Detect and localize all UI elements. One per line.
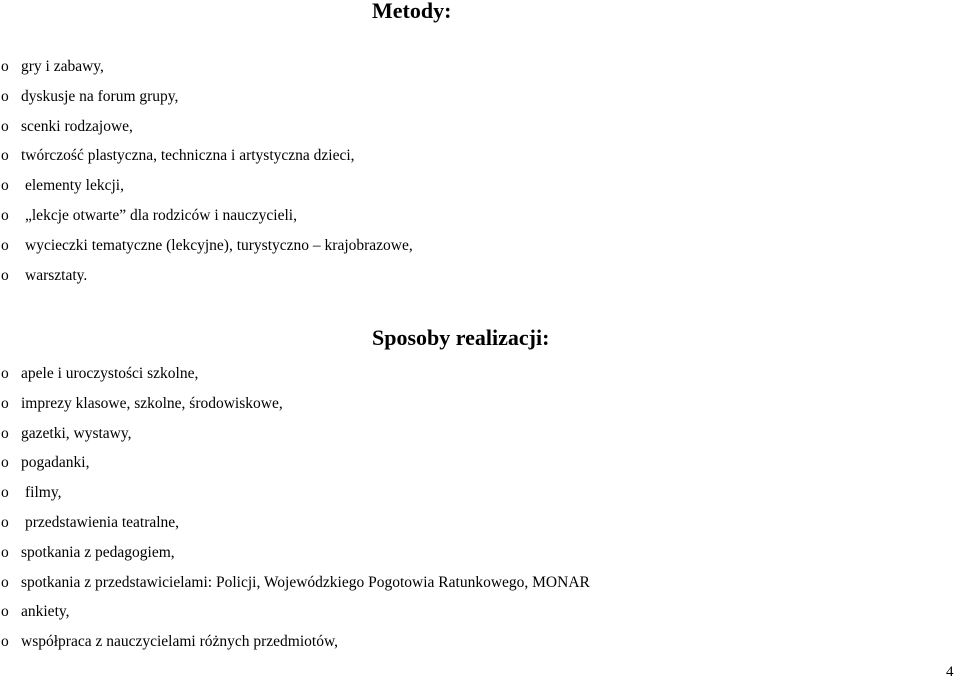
list-item-text: scenki rodzajowe,	[21, 117, 133, 135]
bullet-icon: o	[1, 117, 9, 135]
list-item-text: apele i uroczystości szkolne,	[21, 365, 199, 382]
section-heading-sposoby: Sposoby realizacji:	[372, 325, 550, 350]
list-item-text: warsztaty.	[25, 266, 88, 284]
list-item-text: przedstawienia teatralne,	[25, 513, 180, 531]
list-item-text: spotkania z pedagogiem,	[21, 543, 175, 561]
list-item-text: dyskusje na forum grupy,	[21, 87, 179, 105]
bullet-icon: o	[1, 424, 9, 442]
bullet-icon: o	[1, 573, 9, 591]
list-item-text: pogadanki,	[21, 454, 90, 472]
bullet-icon: o	[1, 177, 9, 195]
bullet-icon: o	[1, 206, 9, 224]
bullet-icon: o	[1, 58, 9, 75]
section-heading-metody: Metody:	[372, 0, 452, 23]
list-item-text: gry i zabawy,	[21, 58, 104, 75]
page-number: 4	[946, 664, 954, 680]
bullet-icon: o	[1, 236, 9, 254]
bullet-icon: o	[1, 266, 9, 284]
bullet-icon: o	[1, 603, 9, 621]
list-item-text: wycieczki tematyczne (lekcyjne), turystyczno – krajobrazowe,	[25, 236, 413, 254]
list-item-text: imprezy klasowe, szkolne, środowiskowe,	[21, 394, 283, 412]
list-item-text: elementy lekcji,	[25, 177, 124, 195]
list-item-text: spotkania z przedstawicielami: Policji, Wojewódzkiego Pogotowia Ratunkowego, MONAR	[21, 573, 590, 591]
list-item-text: filmy,	[25, 484, 62, 502]
bullet-icon: o	[1, 513, 9, 531]
list-item-text: „lekcje otwarte” dla rodziców i nauczycieli,	[25, 206, 297, 224]
bullet-icon: o	[1, 454, 9, 472]
bullet-icon: o	[1, 87, 9, 105]
bullet-icon: o	[1, 484, 9, 502]
list-item-text: twórczość plastyczna, techniczna i artystyczna dzieci,	[21, 147, 355, 165]
list-item-text: gazetki, wystawy,	[21, 424, 132, 442]
bullet-icon: o	[1, 147, 9, 165]
bullet-icon: o	[1, 543, 9, 561]
bullet-icon: o	[1, 394, 9, 412]
bullet-icon: o	[1, 633, 9, 651]
bullet-icon: o	[1, 365, 9, 382]
list-item-text: współpraca z nauczycielami różnych przedmiotów,	[21, 633, 339, 651]
list-item-text: ankiety,	[21, 603, 70, 621]
